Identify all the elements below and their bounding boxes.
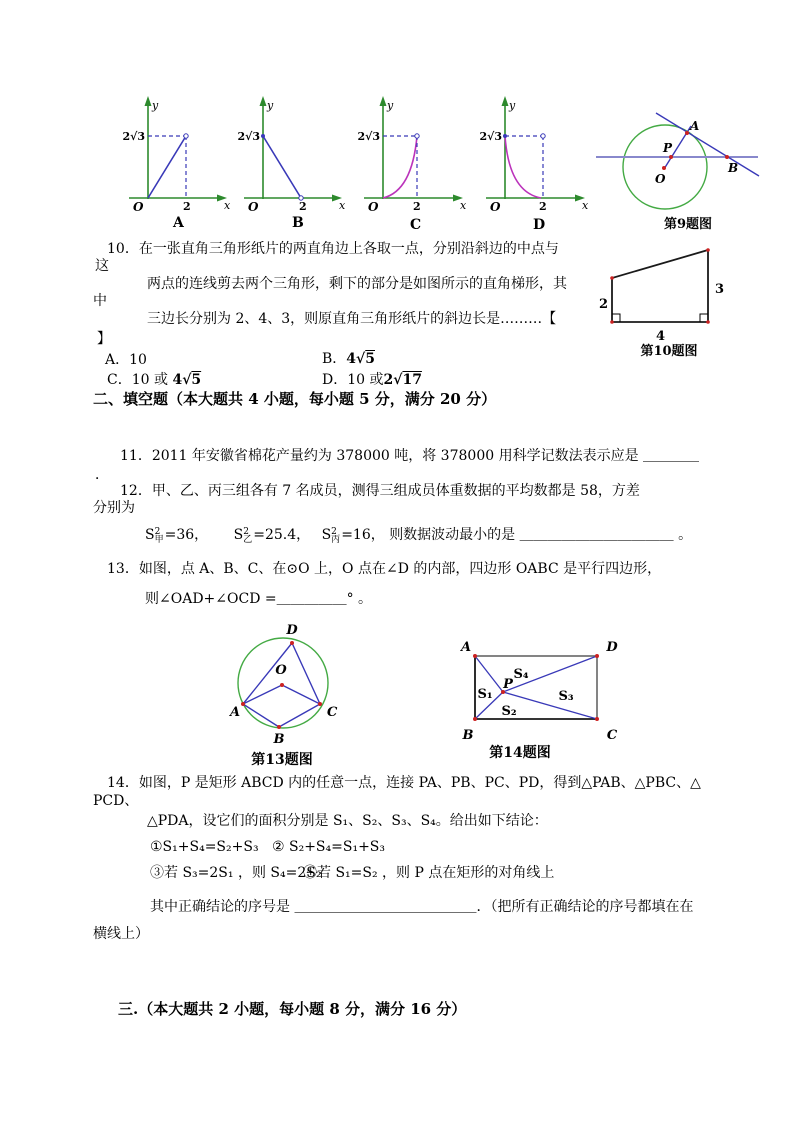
q12-tail: 则数据波动最小的是 ＿＿＿＿＿＿＿＿＿＿＿ 。 [389,527,693,543]
q10-option-d-prefix: D．10 或 [322,372,384,388]
figure-q10 [593,243,773,365]
q10-option-c-radicand: 5 [191,372,202,388]
q10-option-b-coef: 4 [346,351,357,367]
fig9-label-a: A [690,119,700,133]
q12-line-2: 分别为 [93,500,135,516]
variance-base: S [145,527,155,543]
fig9-label-p: P [663,141,673,155]
q14-conclusion-2: ② S₂+S₄=S₁+S₃ [272,839,386,855]
x-axis-label: x [224,199,231,212]
q12-line-1: 12．甲、乙、丙三组各有 7 名成员，测得三组成员体重数据的平均数都是 58，方差 [120,483,640,499]
fig13-label-c: C [327,705,338,720]
q10-line-6: 】 [97,331,111,347]
q10-line-5: 三边长分别为 2、4、3，则原直角三角形纸片的斜边长是………【 [147,311,557,327]
q12-variance-jia [145,527,229,544]
y-axis-label: y [509,99,516,112]
variance-sub: 丙 [331,534,341,545]
y-axis-label: y [152,99,159,112]
fig9-label-o: O [655,172,666,186]
variance-value: =25.4， [253,527,318,543]
fig14-label-c: C [606,728,618,743]
fig14-caption: 第14题图 [489,745,551,761]
fig10-bottom-length: 4 [656,329,666,344]
q14-conclusion-3: ③若 S₃=2S₁ ，则 S₄=2S₂ [150,865,322,881]
fig13-caption: 第13题图 [251,752,313,768]
graph-letter-c: C [410,217,422,233]
x-axis-label: x [582,199,589,212]
variance-base: S [233,527,244,543]
fig9-label-b: B [728,161,739,175]
graph-option-a [122,96,231,231]
origin-label: O [368,200,379,214]
x-tick-label: 2 [299,200,307,213]
fig10-left-length: 2 [599,297,609,312]
origin-label: O [248,200,259,214]
y-tick-label: 2√3 [357,130,380,143]
fig14-label-p: P [503,677,513,692]
variance-base: S [321,527,332,543]
graph-option-b [237,96,346,231]
q10-line-1: 10．在一张直角三角形纸片的两直角边上各取一点，分别沿斜边的中点与 [107,241,559,257]
q10-line-3: 两点的连线剪去两个三角形，剩下的部分是如图所示的直角梯形，其 [147,276,567,292]
origin-label: O [133,200,144,214]
fig14-area-s2: S₂ [501,704,517,719]
q10-line-2: 这 [95,258,109,274]
x-tick-label: 2 [183,200,191,213]
origin-label: O [490,200,501,214]
fig10-right-length: 3 [715,282,725,297]
figure-q9 [593,96,773,236]
variance-sup: 2 [243,526,249,537]
q12-variance-bing [322,527,385,544]
fig13-label-a: A [230,705,241,720]
q14-line-2: PCD、 [93,793,139,809]
y-tick-label: 2√3 [479,130,502,143]
q14-line-1: 14．如图，P 是矩形 ABCD 内的任意一点，连接 PA、PB、PC、PD，得到△PAB、△PBC、△ [107,775,701,791]
q10-option-b: B．4√5 [322,351,375,367]
q13-line-1: 13．如图，点 A、B、C、在⊙O 上，O 点在∠D 的内部，四边形 OABC 是平行四边形， [107,561,662,577]
section-2-header: 二、填空题（本大题共 4 小题，每小题 5 分，满分 20 分） [93,390,497,408]
x-tick-label: 2 [413,200,421,213]
fig14-label-d: D [606,640,618,655]
fig14-area-s1: S₁ [477,687,493,702]
q12-variance-line [145,527,692,544]
x-axis-label: x [339,199,346,212]
section-3-header: 三.（本大题共 2 小题，每小题 8 分，满分 16 分） [118,1000,467,1018]
q11-line-1: 11．2011 年安徽省棉花产量约为 378000 吨，将 378000 用科学记数法表示应是 ＿＿＿＿ [120,448,700,464]
function-graphs [120,93,610,235]
variance-sub: 乙 [243,534,253,545]
q10-option-d-radicand: 17 [402,372,422,388]
graph-option-c [357,96,467,233]
graph-option-d [479,96,589,233]
q10-option-b-prefix: B． [322,351,347,367]
q14-conclusion-4: ④若 S₁=S₂ ，则 P 点在矩形的对角线上 [303,865,555,881]
fig14-label-a: A [460,640,472,655]
y-axis-label: y [267,99,274,112]
q10-option-c: C．10 或 4√5 [107,372,202,388]
x-axis-label: x [460,199,467,212]
fig13-label-b: B [273,732,285,747]
q10-option-d-coef: 2 [383,372,394,388]
q10-line-4: 中 [93,293,107,309]
fig14-label-b: B [462,728,474,743]
graph-letter-b: B [292,215,304,231]
fig13-label-d: D [286,623,298,638]
fig10-caption: 第10题图 [640,344,698,359]
q11-line-2: ． [95,467,109,483]
fig14-area-s4: S₄ [513,667,529,682]
variance-value: =36， [164,527,230,543]
q10-option-c-coef: 4 [172,372,183,388]
q14-line-5: 横线上） [93,926,149,942]
variance-value: =16， [341,527,385,543]
y-tick-label: 2√3 [122,130,145,143]
q14-line-4: 其中正确结论的序号是 ＿＿＿＿＿＿＿＿＿＿＿＿＿．（把所有正确结论的序号都填在在 [150,899,694,915]
q10-option-a: A．10 [105,352,147,368]
variance-sup: 2 [154,526,161,537]
variance-sup: 2 [331,526,337,537]
fig13-label-o: O [275,663,287,678]
graph-letter-a: A [173,215,184,231]
y-tick-label: 2√3 [237,130,260,143]
q13-line-2: 则∠OAD+∠OCD =＿＿＿＿＿° 。 [145,591,373,607]
fig14-area-s3: S₃ [558,689,574,704]
q10-option-b-radicand: 5 [365,351,375,367]
x-tick-label: 2 [539,200,547,213]
q10-option-c-prefix: C．10 或 [107,372,173,388]
figure-q13 [208,616,378,768]
q12-variance-yi [234,527,318,544]
variance-sub: 甲 [154,534,164,545]
q10-option-d: D．10 或2√17 [322,372,422,388]
fig9-caption: 第9题图 [663,217,713,232]
figure-q14 [448,636,648,766]
q14-conclusion-1: ①S₁+S₄=S₂+S₃ [150,839,259,855]
q14-line-3: △PDA，设它们的面积分别是 S₁、S₂、S₃、S₄。给出如下结论： [147,813,548,829]
graph-letter-d: D [533,217,546,233]
y-axis-label: y [387,99,394,112]
